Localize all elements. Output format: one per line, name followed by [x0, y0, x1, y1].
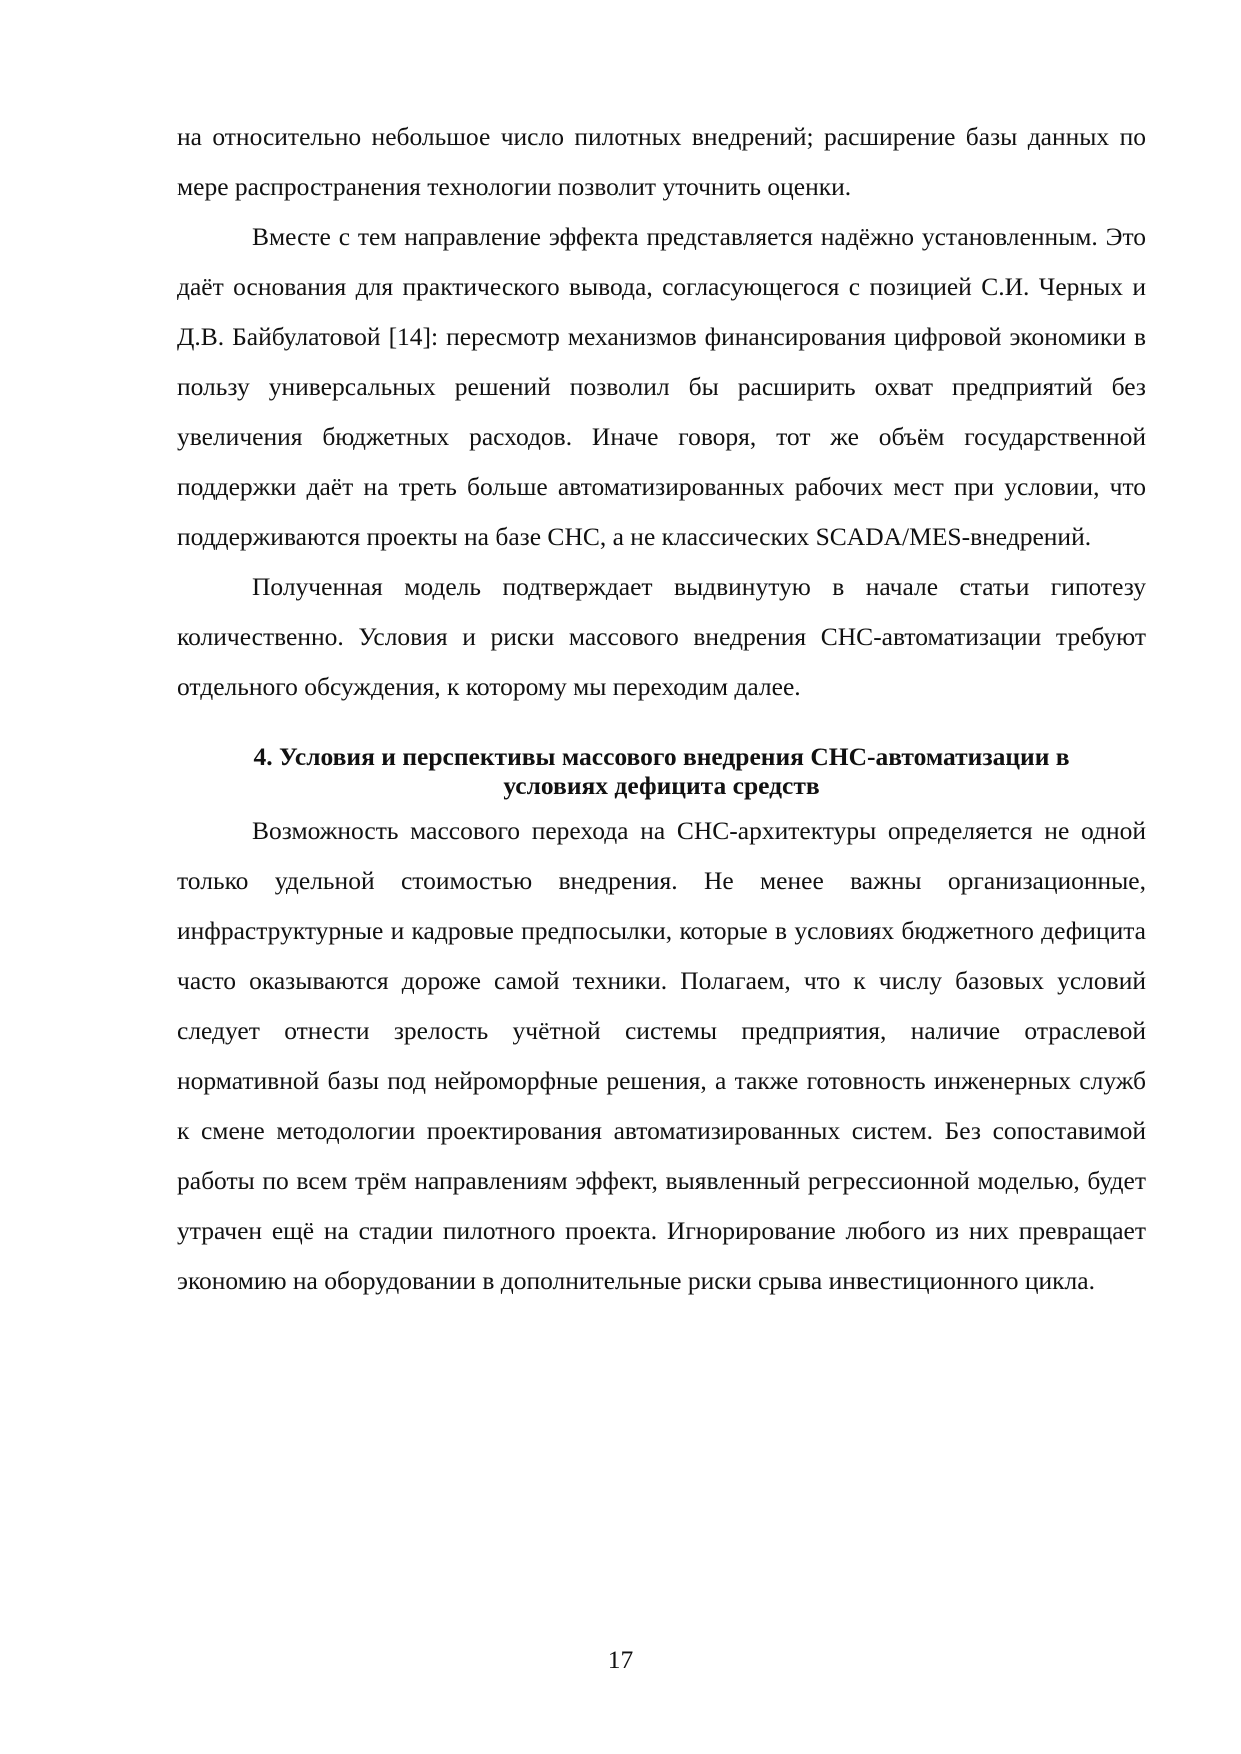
paragraph-effect-direction: Вместе с тем направление эффекта представляется надёжно установленным. Это даёт основания для практического вывода, согласующегося с позицией С.И. Черных и Д.В. Байбулатовой [14]: пересмотр механизмов финансирования цифровой экономики в пользу универсальных решений позволил бы расширить охват предприятий без увеличения бюджетных расходов. Иначе говоря, тот же объём государственной поддержки даёт на треть больше автоматизированных рабочих мест при условии, что поддерживаются проекты на базе СНС, а не классических SCADA/MES-внедрений. [177, 222, 1146, 551]
document-page [177, 112, 1146, 1306]
paragraph-continuation: на относительно небольшое число пилотных внедрений; расширение базы данных по мере распространения технологии позволит уточнить оценки. [177, 122, 1146, 201]
paragraph-model-confirmation: Полученная модель подтверждает выдвинутую в начале статьи гипотезу количественно. Условия и риски массового внедрения СНС-автоматизации требуют отдельного обсуждения, к которому мы переходим далее. [177, 572, 1146, 701]
page-number: 17 [607, 1645, 634, 1674]
paragraph-mass-adoption: Возможность массового перехода на СНС-архитектуры определяется не одной только удельной стоимостью внедрения. Не менее важны организационные, инфраструктурные и кадровые предпосылки, которые в условиях бюджетного дефицита часто оказываются дороже самой техники. Полагаем, что к числу базовых условий следует отнести зрелость учётной системы предприятия, наличие отраслевой нормативной базы под нейроморфные решения, а также готовность инженерных служб к смене методологии проектирования автоматизированных систем. Без сопоставимой работы по всем трём направлениям эффект, выявленный регрессионной моделью, будет утрачен ещё на стадии пилотного проекта. Игнорирование любого из них превращает экономию на оборудовании в дополнительные риски срыва инвестиционного цикла. [177, 816, 1146, 1295]
section-heading-line-2: условиях дефицита средств [503, 771, 820, 800]
section-heading [177, 742, 1146, 800]
section-heading-line-1: 4. Условия и перспективы массового внедрения СНС-автоматизации в [253, 742, 1070, 771]
